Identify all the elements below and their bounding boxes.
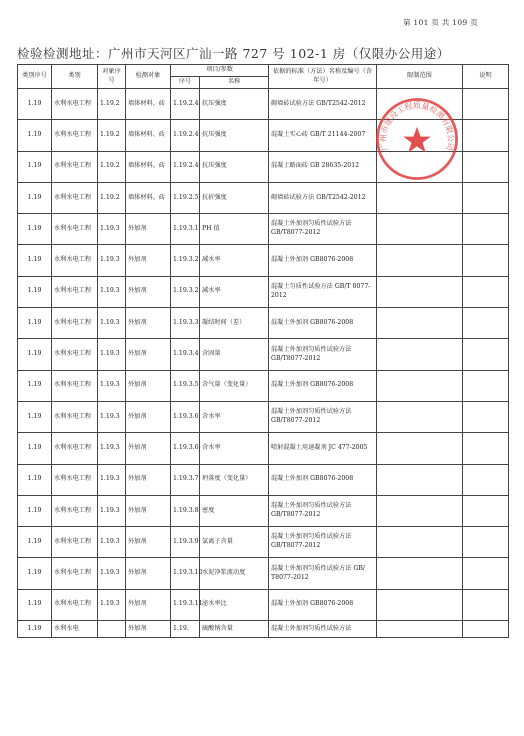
- cell-standard: 喷射混凝土用速凝剂 JC 477-2005: [269, 433, 377, 464]
- cell-limit: [377, 433, 463, 464]
- cell-item-name: 氯离子含量: [200, 527, 269, 558]
- cell-note: [463, 276, 509, 307]
- cell-object-no: 1.19.3: [98, 464, 126, 495]
- star-icon: [403, 127, 431, 152]
- cell-item-name: 减水率: [200, 276, 269, 307]
- cell-standard: 混凝土外加剂 GB8076-2008: [269, 589, 377, 620]
- cell-category-no: 1.19: [18, 276, 52, 307]
- cell-limit: [377, 370, 463, 401]
- cell-category-no: 1.19: [18, 120, 52, 151]
- cell-object: 外加剂: [126, 339, 171, 370]
- cell-standard: 混凝土路面砖 GB 28635-2012: [269, 151, 377, 182]
- cell-category: 水利水电工程: [52, 339, 98, 370]
- cell-object-no: 1.19.3: [98, 589, 126, 620]
- cell-standard: 混凝土匀质性试验方法 GB/T 8077-2012: [269, 276, 377, 307]
- cell-note: [463, 339, 509, 370]
- cell-item-seq: 1.19.3.5: [171, 370, 200, 401]
- table-row: [18, 558, 509, 589]
- cell-item-seq: 1.19.3.1: [171, 214, 200, 245]
- cell-object-no: 1.19.2: [98, 89, 126, 120]
- cell-standard: 混凝土实心砖 GB/T 21144-2007: [269, 120, 377, 151]
- cell-item-name: 含固量: [200, 339, 269, 370]
- cell-object-no: 1.19.3: [98, 370, 126, 401]
- cell-category-no: 1.19: [18, 558, 52, 589]
- table-row: [18, 464, 509, 495]
- cell-limit: [377, 495, 463, 526]
- cell-object-no: 1.19.3: [98, 558, 126, 589]
- cell-item-name: 含气量（变化量）: [200, 370, 269, 401]
- cell-category-no: 1.19: [18, 401, 52, 432]
- cell-category: 水利水电工程: [52, 527, 98, 558]
- cell-item-seq: 1.19.3.8: [171, 495, 200, 526]
- page-title: 检验检测地址：广州市天河区广汕一路 727 号 102-1 房（仅限办公用途）: [17, 46, 450, 61]
- table-row: [18, 589, 509, 620]
- cell-object: 外加剂: [126, 589, 171, 620]
- table-row: [18, 370, 509, 401]
- cell-note: [463, 370, 509, 401]
- cell-limit: [377, 308, 463, 339]
- cell-object-no: 1.19.3: [98, 433, 126, 464]
- cell-object-no: 1.19.3: [98, 339, 126, 370]
- cell-note: [463, 182, 509, 213]
- cell-limit: [377, 527, 463, 558]
- cell-category-no: 1.19: [18, 464, 52, 495]
- cell-item-seq: 1.19.3.4: [171, 339, 200, 370]
- header-seq: 序号: [171, 77, 200, 89]
- table-row: [18, 245, 509, 276]
- cell-category: 水利水电工程: [52, 214, 98, 245]
- cell-item-seq: 1.19.2.5: [171, 182, 200, 213]
- cell-object: 外加剂: [126, 308, 171, 339]
- cell-note: [463, 89, 509, 120]
- cell-limit: [377, 276, 463, 307]
- cell-limit: [377, 401, 463, 432]
- cell-note: [463, 214, 509, 245]
- cell-category-no: 1.19: [18, 151, 52, 182]
- header-category: 类别: [52, 65, 98, 89]
- cell-object-no: 1.19.3: [98, 495, 126, 526]
- table-row: [18, 401, 509, 432]
- cell-object-no: 1.19.3: [98, 308, 126, 339]
- cell-object: 墙体材料、砖: [126, 120, 171, 151]
- header-limit: 限制范围: [377, 65, 463, 89]
- cell-item-name: 含水率: [200, 401, 269, 432]
- cell-object: 外加剂: [126, 433, 171, 464]
- cell-note: [463, 495, 509, 526]
- cell-object: 墙体材料、砖: [126, 89, 171, 120]
- cell-category: 水利水电工程: [52, 182, 98, 213]
- cell-limit: [377, 558, 463, 589]
- cell-category-no: 1.19: [18, 308, 52, 339]
- cell-item-name: 含水率: [200, 433, 269, 464]
- cell-category: 水利水电工程: [52, 276, 98, 307]
- cell-standard: 混凝土外加剂匀质性试验方法 GB/ T8077-2012: [269, 558, 377, 589]
- cell-note: [463, 527, 509, 558]
- cell-standard: 混凝土外加剂 GB8076-2008: [269, 308, 377, 339]
- cell-item-seq: 1.19.3.6: [171, 401, 200, 432]
- header-object: 检测对象: [126, 65, 171, 89]
- cell-category-no: 1.19: [18, 495, 52, 526]
- cell-standard: 混凝土外加剂 GB8076-2008: [269, 464, 377, 495]
- cell-item-name: 泌水率比: [200, 589, 269, 620]
- cell-note: [463, 464, 509, 495]
- cell-object: 外加剂: [126, 527, 171, 558]
- cell-object: 外加剂: [126, 370, 171, 401]
- header-item-param: 项目/参数: [171, 65, 269, 77]
- table-row: [18, 433, 509, 464]
- cell-object: 外加剂: [126, 245, 171, 276]
- cell-note: [463, 151, 509, 182]
- cell-object-no: 1.19.3: [98, 527, 126, 558]
- cell-object: 外加剂: [126, 495, 171, 526]
- cell-category: 水利水电工程: [52, 433, 98, 464]
- cell-category: 水利水电工程: [52, 370, 98, 401]
- cell-limit: [377, 214, 463, 245]
- cell-standard: 混凝土外加剂匀质性试验方法 GB/T8077-2012: [269, 401, 377, 432]
- cell-item-seq: 1.19.2.4: [171, 151, 200, 182]
- cell-limit: [377, 182, 463, 213]
- cell-category-no: 1.19: [18, 339, 52, 370]
- cell-standard: 混凝土外加剂匀质性试验方法: [269, 621, 377, 638]
- cell-item-seq: 1.19.3.2: [171, 276, 200, 307]
- cell-item-seq: 1.19.3.11: [171, 589, 200, 620]
- cell-item-name: 水泥净浆流动度: [200, 558, 269, 589]
- cell-item-name: 凝结时间（差）: [200, 308, 269, 339]
- cell-item-seq: 1.19.2.4: [171, 120, 200, 151]
- cell-category: 水利水电工程: [52, 308, 98, 339]
- cell-object-no: 1.19.2: [98, 120, 126, 151]
- cell-limit: [377, 245, 463, 276]
- cell-category: 水利水电: [52, 621, 98, 638]
- cell-item-seq: 1.19.3.9: [171, 527, 200, 558]
- table-row: [18, 527, 509, 558]
- cell-standard: 砌墙砖试验方法 GB/T2542-2012: [269, 89, 377, 120]
- cell-note: [463, 120, 509, 151]
- cell-item-seq: 1.19.3.6: [171, 433, 200, 464]
- cell-note: [463, 621, 509, 638]
- cell-category-no: 1.19: [18, 370, 52, 401]
- cell-object-no: 1.19.3: [98, 214, 126, 245]
- table-row: [18, 182, 509, 213]
- cell-item-name: 硫酸钠含量: [200, 621, 269, 638]
- header-category-no: 类别序号: [18, 65, 52, 89]
- cell-note: [463, 308, 509, 339]
- cell-category: 水利水电工程: [52, 245, 98, 276]
- cell-standard: 混凝土外加剂匀质性试验方法 GB/T8077-2012: [269, 527, 377, 558]
- cell-object: 墙体材料、砖: [126, 151, 171, 182]
- cell-object: 外加剂: [126, 214, 171, 245]
- cell-item-name: 抗压强度: [200, 89, 269, 120]
- table-row: [18, 495, 509, 526]
- cell-object-no: 1.19.3: [98, 276, 126, 307]
- cell-category: 水利水电工程: [52, 151, 98, 182]
- cell-standard: 混凝土外加剂匀质性试验方法 GB/T8077-2012: [269, 339, 377, 370]
- header-note: 说明: [463, 65, 509, 89]
- cell-object: 外加剂: [126, 621, 171, 638]
- cell-item-name: 抗折强度: [200, 182, 269, 213]
- cell-standard: 混凝土外加剂 GB8076-2008: [269, 370, 377, 401]
- header-standard: 依据的标准（方法）名称及编号（含年号）: [269, 65, 377, 89]
- cell-object: 外加剂: [126, 276, 171, 307]
- official-seal: [374, 96, 460, 182]
- cell-object-no: 1.19.3: [98, 401, 126, 432]
- cell-category: 水利水电工程: [52, 120, 98, 151]
- cell-object-no: 1.19.2: [98, 182, 126, 213]
- cell-item-name: 坍落度（变化量）: [200, 464, 269, 495]
- cell-category-no: 1.19: [18, 621, 52, 638]
- cell-object-no: 1.19.3: [98, 245, 126, 276]
- cell-note: [463, 401, 509, 432]
- cell-item-name: 密度: [200, 495, 269, 526]
- cell-category: 水利水电工程: [52, 558, 98, 589]
- cell-item-seq: 1.19.3.10: [171, 558, 200, 589]
- cell-standard: 混凝土外加剂匀质性试验方法 GB/T8077-2012: [269, 214, 377, 245]
- cell-standard: 砌墙砖试验方法 GB/T2542-2012: [269, 182, 377, 213]
- header-object-no: 对象序号: [98, 65, 126, 89]
- cell-note: [463, 589, 509, 620]
- table-row: [18, 276, 509, 307]
- cell-category: 水利水电工程: [52, 89, 98, 120]
- cell-category-no: 1.19: [18, 245, 52, 276]
- cell-object: 外加剂: [126, 558, 171, 589]
- cell-note: [463, 433, 509, 464]
- cell-category-no: 1.19: [18, 433, 52, 464]
- svg-text:广州市建设工程质量检测有限公司: 广州市建设工程质量检测有限公司: [378, 101, 456, 152]
- page-number: 第 101 页 共 109 页: [402, 18, 478, 27]
- cell-object: 外加剂: [126, 401, 171, 432]
- cell-item-seq: 1.19.3.3: [171, 308, 200, 339]
- cell-item-seq: 1.19.3.2: [171, 245, 200, 276]
- cell-note: [463, 558, 509, 589]
- cell-item-seq: 1.19.3.7: [171, 464, 200, 495]
- cell-category: 水利水电工程: [52, 401, 98, 432]
- cell-item-name: 减水率: [200, 245, 269, 276]
- cell-category-no: 1.19: [18, 89, 52, 120]
- cell-standard: 混凝土外加剂 GB8076-2008: [269, 245, 377, 276]
- cell-category-no: 1.19: [18, 182, 52, 213]
- table-row: [18, 214, 509, 245]
- cell-object: 外加剂: [126, 464, 171, 495]
- cell-limit: [377, 464, 463, 495]
- cell-item-name: PH 值: [200, 214, 269, 245]
- cell-standard: 混凝土外加剂匀质性试验方法 GB/T8077-2012: [269, 495, 377, 526]
- cell-item-seq: 1.19.: [171, 621, 200, 638]
- cell-category-no: 1.19: [18, 214, 52, 245]
- cell-category-no: 1.19: [18, 527, 52, 558]
- cell-category: 水利水电工程: [52, 495, 98, 526]
- cell-item-name: 抗压强度: [200, 151, 269, 182]
- cell-note: [463, 245, 509, 276]
- cell-item-seq: 1.19.2.4: [171, 89, 200, 120]
- cell-limit: [377, 339, 463, 370]
- cell-category: 水利水电工程: [52, 589, 98, 620]
- cell-category-no: 1.19: [18, 589, 52, 620]
- table-row: [18, 308, 509, 339]
- cell-object-no: 1.19.2: [98, 151, 126, 182]
- table-row: [18, 621, 509, 638]
- cell-limit: [377, 589, 463, 620]
- cell-object-no: [98, 621, 126, 638]
- header-name: 名称: [200, 77, 269, 89]
- table-row: [18, 339, 509, 370]
- cell-category: 水利水电工程: [52, 464, 98, 495]
- cell-limit: [377, 621, 463, 638]
- cell-item-name: 抗压强度: [200, 120, 269, 151]
- cell-object: 墙体材料、砖: [126, 182, 171, 213]
